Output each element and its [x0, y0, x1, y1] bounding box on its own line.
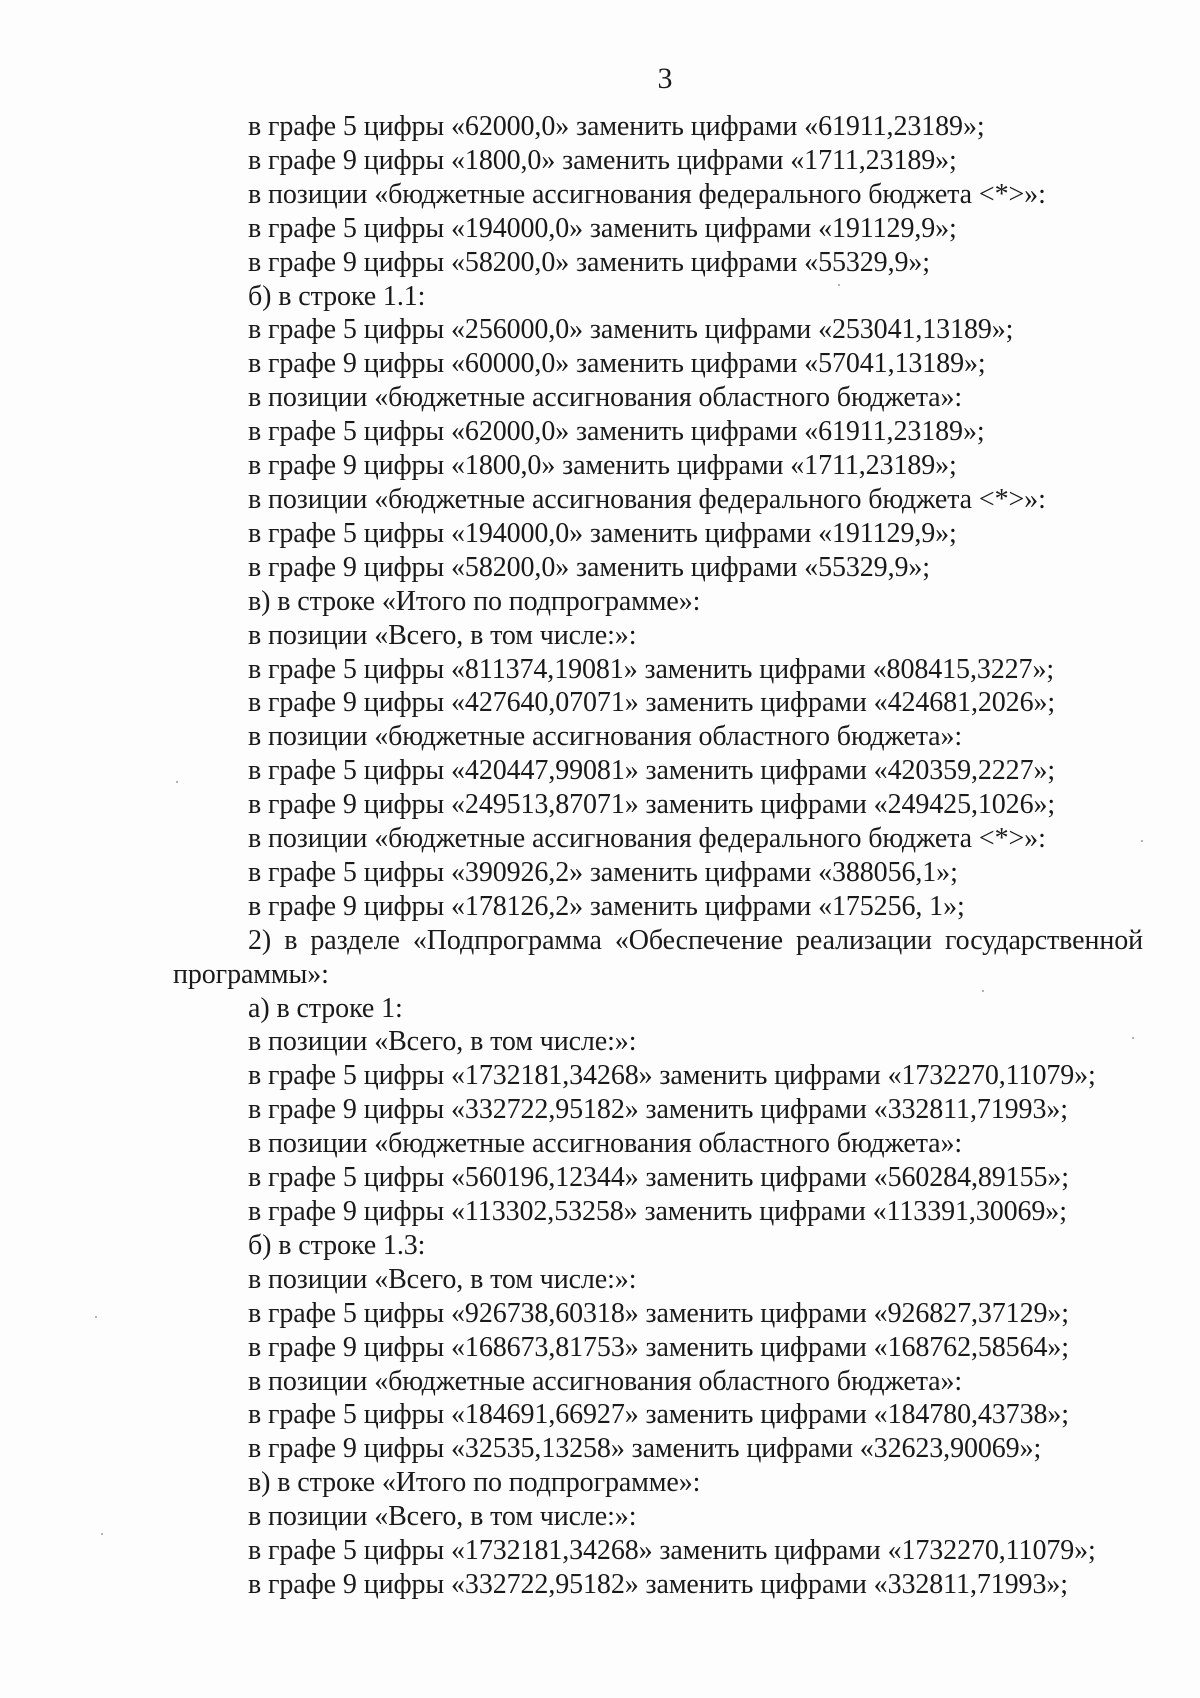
text-line: в позиции «Всего, в том числе:»: — [248, 1501, 637, 1533]
scan-speck — [101, 1533, 103, 1535]
text-line: в графе 9 цифры «60000,0» заменить цифрами «57041,13189»; — [248, 348, 986, 380]
text-line: в графе 5 цифры «1732181,34268» заменить цифрами «1732270,11079»; — [248, 1060, 1096, 1092]
text-line: в графе 5 цифры «62000,0» заменить цифрами «61911,23189»; — [248, 416, 985, 448]
text-line: а) в строке 1: — [248, 992, 403, 1024]
text-line: в графе 5 цифры «390926,2» заменить цифрами «388056,1»; — [248, 856, 958, 888]
text-line: в позиции «бюджетные ассигнования федерального бюджета <*>»: — [248, 483, 1046, 515]
text-line: в графе 9 цифры «178126,2» заменить цифрами «175256, 1»; — [248, 890, 965, 922]
text-line: в позиции «Всего, в том числе:»: — [248, 1263, 637, 1295]
text-line: в графе 9 цифры «58200,0» заменить цифрами «55329,9»; — [248, 246, 930, 278]
text-line: в графе 5 цифры «184691,66927» заменить цифрами «184780,43738»; — [248, 1399, 1069, 1431]
text-line: б) в строке 1.1: — [248, 280, 426, 312]
scan-speck — [1141, 840, 1143, 842]
text-line: в графе 9 цифры «332722,95182» заменить цифрами «332811,71993»; — [248, 1094, 1068, 1126]
document-body — [0, 110, 1200, 1602]
text-line: в позиции «Всего, в том числе:»: — [248, 619, 637, 651]
section-heading-continuation: программы»: — [173, 958, 329, 990]
text-line: в) в строке «Итого по подпрограмме»: — [248, 585, 701, 617]
text-line: в графе 9 цифры «427640,07071» заменить цифрами «424681,2026»; — [248, 687, 1056, 719]
text-line: в графе 5 цифры «420447,99081» заменить цифрами «420359,2227»; — [248, 755, 1056, 787]
text-line: в графе 5 цифры «811374,19081» заменить цифрами «808415,3227»; — [248, 653, 1055, 685]
page-number: 3 — [657, 62, 673, 95]
text-line: в позиции «бюджетные ассигнования федерального бюджета <*>»: — [248, 178, 1046, 210]
scan-speck — [982, 990, 984, 992]
text-line: в графе 9 цифры «1800,0» заменить цифрами «1711,23189»; — [248, 450, 957, 482]
scan-speck — [176, 781, 178, 783]
text-line: в) в строке «Итого по подпрограмме»: — [248, 1467, 701, 1499]
text-line: в графе 5 цифры «62000,0» заменить цифрами «61911,23189»; — [248, 111, 985, 142]
text-line: в позиции «бюджетные ассигнования федерального бюджета <*>»: — [248, 823, 1046, 855]
text-line: в графе 5 цифры «926738,60318» заменить цифрами «926827,37129»; — [248, 1297, 1069, 1329]
text-line: в графе 9 цифры «58200,0» заменить цифрами «55329,9»; — [248, 551, 930, 583]
text-line: в позиции «бюджетные ассигнования областного бюджета»: — [248, 1128, 963, 1160]
text-line: в графе 9 цифры «249513,87071» заменить цифрами «249425,1026»; — [248, 789, 1056, 821]
text-line: в графе 9 цифры «113302,53258» заменить цифрами «113391,30069»; — [248, 1196, 1067, 1227]
text-line: в графе 9 цифры «168673,81753» заменить цифрами «168762,58564»; — [248, 1331, 1069, 1363]
scan-speck — [1132, 1037, 1134, 1039]
text-line: в графе 5 цифры «194000,0» заменить цифрами «191129,9»; — [248, 517, 957, 549]
text-line: в позиции «бюджетные ассигнования областного бюджета»: — [248, 721, 963, 753]
text-line: в позиции «бюджетные ассигнования областного бюджета»: — [248, 382, 963, 414]
text-line: в графе 9 цифры «332722,95182» заменить цифрами «332811,71993»; — [248, 1568, 1068, 1600]
text-line: в графе 5 цифры «1732181,34268» заменить цифрами «1732270,11079»; — [248, 1535, 1096, 1567]
text-line: в графе 5 цифры «194000,0» заменить цифрами «191129,9»; — [248, 212, 957, 244]
text-line: в графе 9 цифры «32535,13258» заменить цифрами «32623,90069»; — [248, 1433, 1042, 1465]
text-line: б) в строке 1.3: — [248, 1229, 426, 1261]
section-heading-line: 2) в разделе «Подпрограмма «Обеспечение реализации государственной — [248, 924, 1143, 956]
text-line: в графе 9 цифры «1800,0» заменить цифрами «1711,23189»; — [248, 144, 957, 176]
scan-speck — [838, 284, 840, 286]
text-line: в позиции «Всего, в том числе:»: — [248, 1026, 637, 1058]
text-line: в графе 5 цифры «560196,12344» заменить цифрами «560284,89155»; — [248, 1162, 1069, 1194]
scan-speck — [95, 1316, 97, 1318]
text-line: в позиции «бюджетные ассигнования областного бюджета»: — [248, 1365, 963, 1397]
text-line: в графе 5 цифры «256000,0» заменить цифрами «253041,13189»; — [248, 314, 1014, 346]
